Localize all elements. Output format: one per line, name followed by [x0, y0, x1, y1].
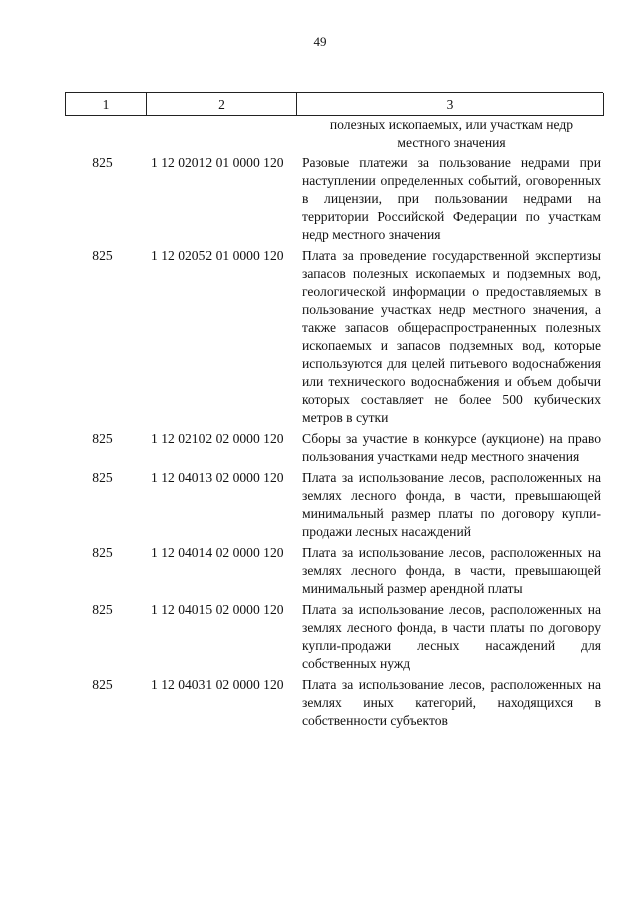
revenue-code: 1 12 04031 02 0000 120 — [151, 677, 284, 692]
revenue-code: 1 12 02052 01 0000 120 — [151, 248, 284, 263]
table-row — [65, 676, 603, 730]
revenue-name: полезных ископаемых, или участкам недр местного значения — [329, 117, 574, 150]
revenue-name: Плата за использование лесов, расположенных на землях лесного фонда, в части, превышающей минимальный размер арендной платы — [302, 545, 601, 596]
table-header-row — [65, 92, 603, 116]
admin-code — [65, 116, 146, 152]
admin-code: 825 — [92, 431, 113, 446]
revenue-code: 1 12 04015 02 0000 120 — [151, 602, 284, 617]
table-row — [65, 116, 603, 152]
revenue-table — [65, 92, 603, 730]
revenue-code: 1 12 04014 02 0000 120 — [151, 545, 284, 560]
admin-code: 825 — [92, 602, 113, 617]
admin-code: 825 — [92, 470, 113, 485]
revenue-code — [146, 116, 296, 152]
table-row — [65, 469, 603, 541]
admin-code: 825 — [92, 545, 113, 560]
table-row — [65, 154, 603, 244]
admin-code: 825 — [92, 248, 113, 263]
header-col-1: 1 — [66, 93, 147, 116]
revenue-code: 1 12 02012 01 0000 120 — [151, 155, 284, 170]
table-row — [65, 247, 603, 427]
revenue-code: 1 12 04013 02 0000 120 — [151, 470, 284, 485]
revenue-name: Плата за использование лесов, расположенных на землях лесного фонда, в части, превышающей минимальный размер платы по договору купли-продажи лесных насаждений — [302, 470, 601, 539]
revenue-name: Плата за использование лесов, расположенных на землях иных категорий, находящихся в собственности субъектов — [302, 677, 601, 728]
header-col-3: 3 — [297, 93, 604, 116]
revenue-name: Разовые платежи за пользование недрами при наступлении определенных событий, оговоренных в лицензии, при пользовании недрами на территории Российской Федерации по участкам недр местного значения — [302, 155, 601, 242]
table-body — [65, 116, 603, 730]
revenue-name: Плата за проведение государственной экспертизы запасов полезных ископаемых и подземных вод, геологической информации о предоставляемых в пользование участках недр местного значения, а также запасов общераспространенных полезных ископаемых и запасов подземных вод, которые используются для целей питьевого водоснабжения или технического водоснабжения и объем добычи которых составляет не более 500 кубических метров в сутки — [302, 248, 601, 425]
revenue-name: Сборы за участие в конкурсе (аукционе) на право пользования участками недр местного значения — [302, 431, 601, 464]
revenue-name: Плата за использование лесов, расположенных на землях лесного фонда, в части платы по договору купли-продажи лесных насаждений для собственных нужд — [302, 602, 601, 671]
table-row — [65, 544, 603, 598]
page-number: 49 — [313, 34, 327, 49]
revenue-code: 1 12 02102 02 0000 120 — [151, 431, 284, 446]
header-col-2: 2 — [147, 93, 297, 116]
table-row — [65, 430, 603, 466]
admin-code: 825 — [92, 677, 113, 692]
table-row — [65, 601, 603, 673]
admin-code: 825 — [92, 155, 113, 170]
